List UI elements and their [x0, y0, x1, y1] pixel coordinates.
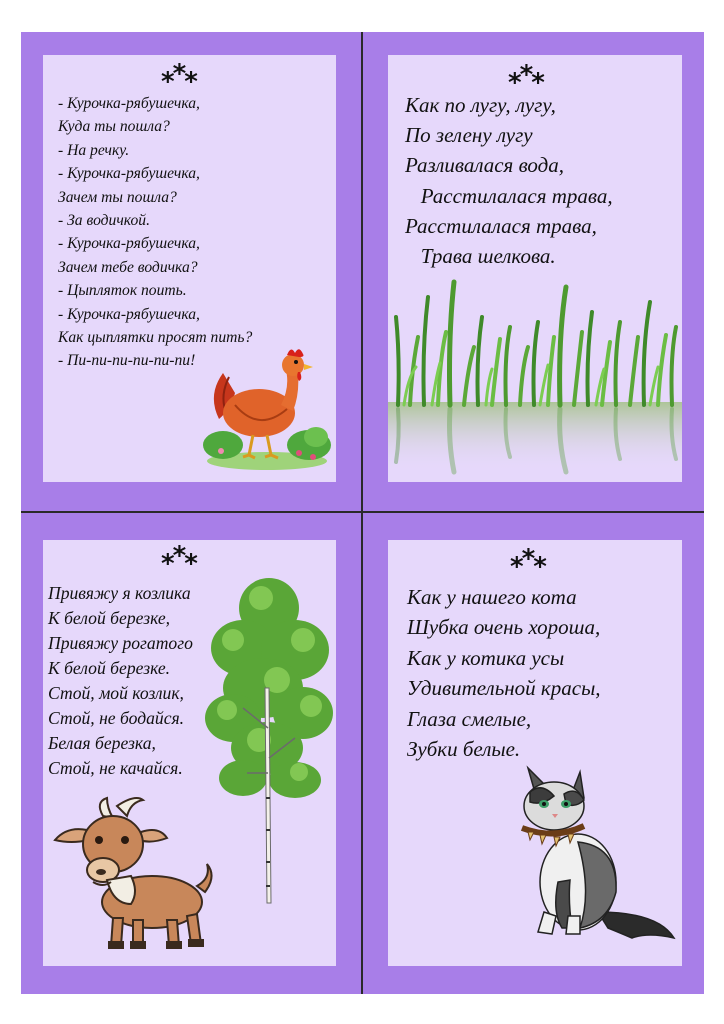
poem-line: - Курочка-рябушечка,	[58, 305, 200, 323]
poem-line: Как цыплятки просят пить?	[58, 329, 253, 347]
poem-line: - На речку.	[58, 141, 130, 159]
poem-line: Зачем ты пошла?	[58, 188, 177, 206]
poem-line: Расстилалася трава,	[405, 213, 597, 238]
poem-line: Белая березка,	[48, 733, 156, 753]
poem-line: - Пи-пи-пи-пи-пи-пи!	[58, 352, 196, 370]
poem-line: Зубки белые.	[407, 737, 521, 762]
horizontal-cut-line	[21, 511, 704, 513]
star: *	[508, 68, 520, 98]
poem-text	[48, 581, 193, 781]
poem-card-meadow	[388, 55, 682, 482]
poem-line: - Цыпляток поить.	[58, 282, 187, 300]
poem-line: Привяжу рогатого	[48, 633, 193, 653]
star: *	[533, 552, 545, 582]
poem-line: - Курочка-рябушечка,	[58, 235, 200, 253]
poem-line: К белой березке,	[48, 608, 171, 628]
star: *	[161, 67, 173, 97]
poem-line: Удивительной красы,	[407, 676, 601, 701]
poem-line: По зелену лугу	[405, 123, 533, 148]
poem-line: - За водичкой.	[58, 212, 150, 230]
poem-line: Трава шелкова.	[405, 244, 556, 269]
stars-ornament	[510, 544, 545, 582]
goat-illustration	[47, 792, 217, 952]
stars-ornament	[161, 541, 196, 579]
poem-line: Стой, не качайся.	[48, 758, 183, 778]
star: *	[172, 59, 185, 89]
poem-card-cat	[388, 540, 682, 966]
star: *	[521, 544, 534, 574]
poem-line: Привяжу я козлика	[48, 583, 191, 603]
poem-text	[405, 90, 613, 271]
poem-card-hen	[43, 55, 336, 482]
poem-line: Как у котика усы	[407, 645, 565, 670]
star: *	[161, 549, 173, 579]
star: *	[531, 68, 543, 98]
poem-line: Шубка очень хороша,	[407, 615, 601, 640]
hen-illustration	[201, 345, 333, 475]
poem-line: Глаза смелые,	[407, 706, 532, 731]
poem-line: Куда ты пошла?	[58, 118, 170, 136]
poem-line: Расстилалася трава,	[405, 183, 613, 208]
poem-line: Как у нашего кота	[407, 585, 577, 609]
poem-line: Стой, мой козлик,	[48, 683, 184, 703]
poem-line: Разливалася вода,	[405, 153, 565, 178]
star: *	[510, 552, 522, 582]
grass-illustration	[388, 277, 682, 482]
birch-tree-illustration	[203, 568, 336, 908]
vertical-cut-line	[361, 32, 363, 994]
poem-line: Стой, не бодайся.	[48, 708, 185, 728]
poem-line: - Курочка-рябушечка,	[58, 95, 200, 112]
star: *	[184, 549, 196, 579]
poem-line: Как по лугу, лугу,	[405, 93, 556, 117]
star: *	[172, 541, 185, 571]
poem-text	[58, 92, 252, 373]
poem-text	[407, 582, 601, 764]
poem-line: - Курочка-рябушечка,	[58, 165, 200, 183]
poem-card-goat	[43, 540, 336, 966]
star: *	[184, 67, 196, 97]
star: *	[519, 60, 532, 90]
poem-line: Зачем тебе водичка?	[58, 258, 198, 276]
cat-illustration	[508, 762, 678, 952]
poem-line: К белой березке.	[48, 658, 171, 678]
